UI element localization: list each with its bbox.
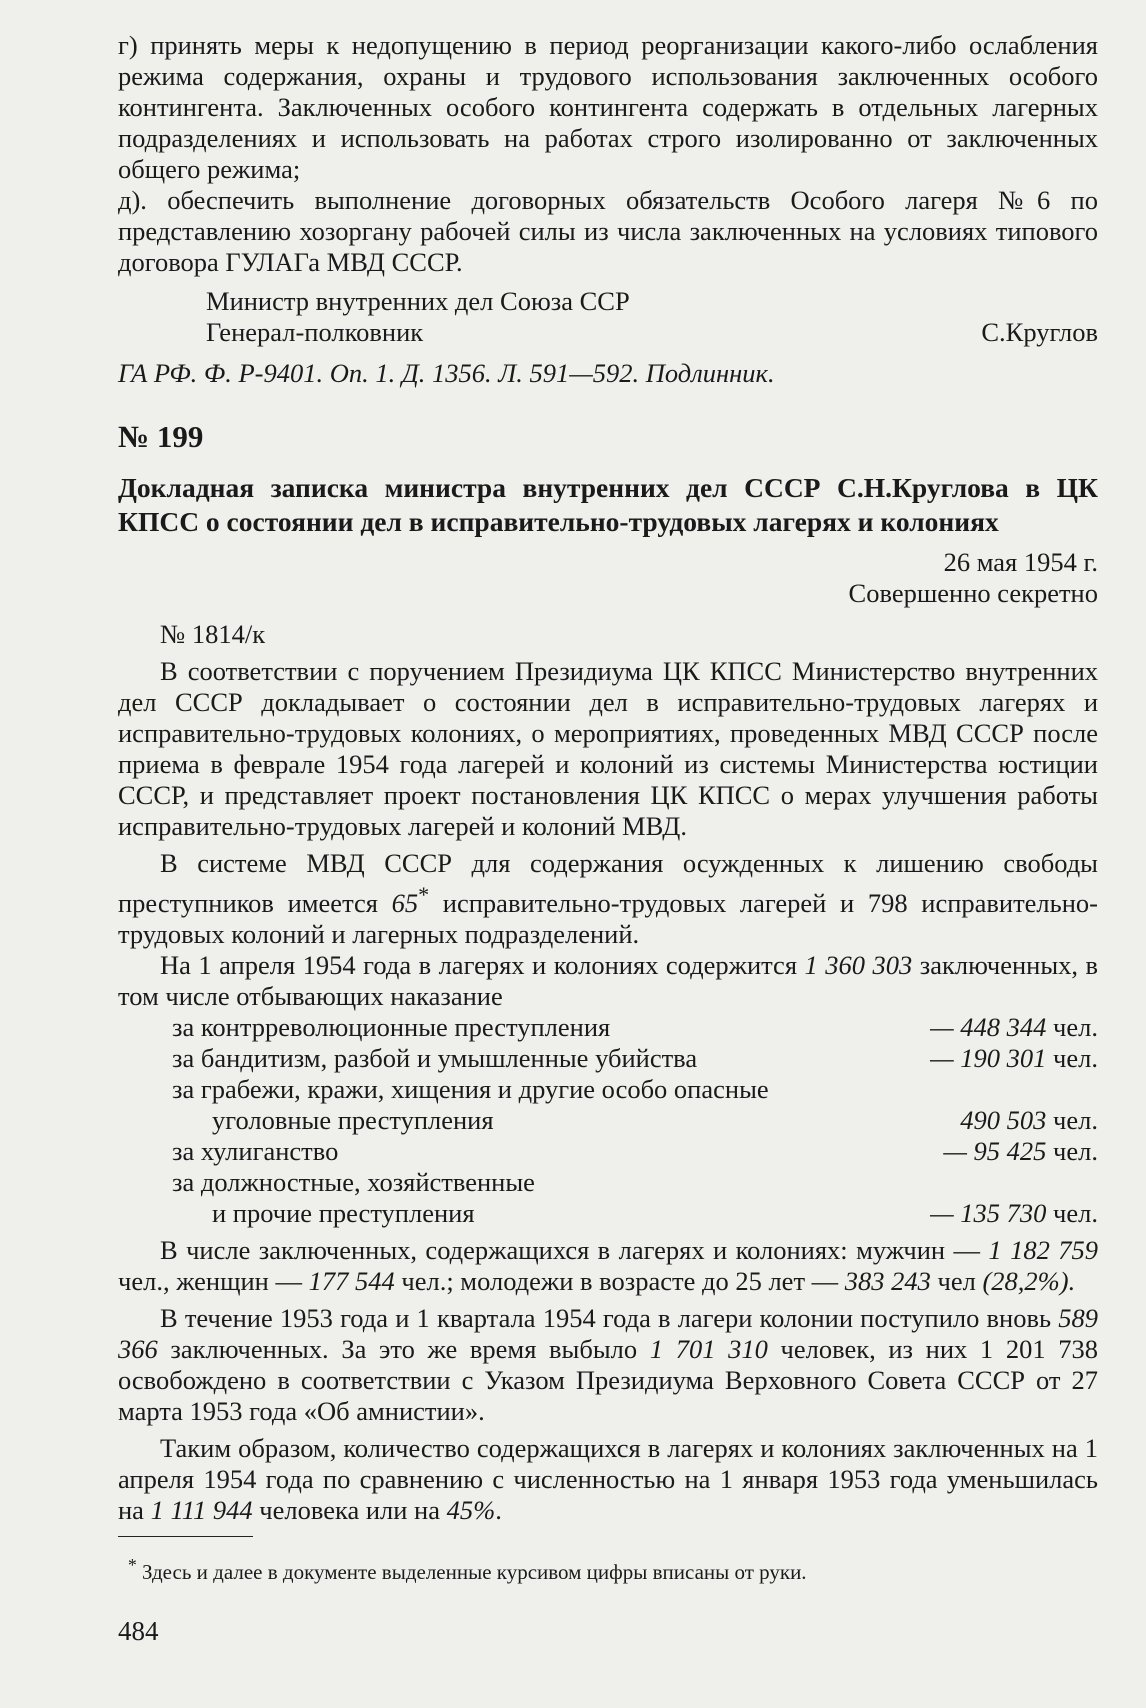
men-count: 1 182 759 [988, 1234, 1098, 1265]
crime-value: 490 503 [960, 1104, 1047, 1135]
footnote-mark: * [128, 1554, 137, 1575]
signature-block [118, 286, 1098, 348]
list-item [172, 1167, 1098, 1229]
document-date: 26 мая 1954 г. [943, 547, 1098, 577]
list-item [172, 1012, 1098, 1043]
p6-text-b: человека или на [252, 1494, 447, 1525]
crime-value: — 190 301 [930, 1042, 1047, 1073]
signature-title: Министр внутренних дел Союза ССР [206, 286, 630, 316]
p4-text-c: чел.; молодежи в возрасте до 25 лет — [394, 1265, 845, 1296]
youth-percent: (28,2%). [982, 1265, 1076, 1296]
page-number: 484 [118, 1615, 159, 1646]
crime-value: — 95 425 [943, 1135, 1047, 1166]
signature-rank: Генерал-полковник [206, 317, 424, 347]
crime-label-cont: и прочие преступления [212, 1197, 475, 1228]
p3-text-b: заключенных, в том числе отбывающих наказание [118, 949, 1099, 1011]
crime-count [930, 1043, 1098, 1074]
women-count: 177 544 [308, 1265, 395, 1296]
p6-text-a: Таким образом, количество содержащихся в лагерях и колониях заключенных на 1 апреля 1954 года по сравнению с численностью на 1 января 1953 года уменьшилась на [118, 1432, 1098, 1525]
footnote-text: Здесь и далее в документе выделенные курсивом цифры вписаны от руки. [142, 1559, 807, 1584]
crimes-list [118, 1012, 1098, 1229]
crime-sub-row [172, 1105, 1098, 1136]
p2-text-b: исправительно-трудовых лагерей и 798 исправительно-трудовых колоний и лагерных подразделений. [118, 887, 1099, 949]
crime-count [943, 1136, 1098, 1167]
arrived-count: 589 366 [118, 1302, 1098, 1364]
p5-text-c: человек, из них 1 201 738 освобождено в соответствии с Указом Президиума Верховного Совета СССР от 27 марта 1953 года «Об амнистии». [118, 1333, 1098, 1426]
paragraph-3 [118, 950, 1098, 1012]
crime-unit: чел. [1053, 1197, 1098, 1228]
paragraph-g: г) принять меры к недопущению в период реорганизации какого-либо ослабления режима содержания, охраны и трудового использования заключенных особого контингента. Заключенных особого контингента содержать в отдельных лагерных подразделениях и использовать на работах строго изолированно от заключенных общего режима; [118, 30, 1098, 184]
footnote-divider [118, 1536, 253, 1537]
crime-label: за грабежи, кражи, хищения и другие особо опасные [172, 1073, 769, 1104]
footnote [118, 1551, 1098, 1586]
departed-count: 1 701 310 [649, 1333, 768, 1364]
crime-label: за хулиганство [172, 1135, 339, 1166]
list-item [172, 1074, 1098, 1136]
crime-unit: чел. [1053, 1104, 1098, 1135]
archive-source: ГА РФ. Ф. Р-9401. Оп. 1. Д. 1356. Л. 591—592. Подлинник. [118, 358, 775, 388]
document-number: № 199 [118, 419, 204, 454]
crime-unit: чел. [1053, 1135, 1098, 1166]
paragraph-6 [118, 1433, 1098, 1526]
crime-label: за бандитизм, разбой и умышленные убийства [172, 1042, 698, 1073]
crime-count [930, 1198, 1098, 1229]
p5-text-b: заключенных. За это же время выбыло [157, 1333, 650, 1364]
p3-text-a: На 1 апреля 1954 года в лагерях и колониях содержится [160, 949, 805, 980]
camps-count: 65 [391, 887, 419, 918]
signature-row [206, 317, 1098, 348]
paragraph-d: д). обеспечить выполнение договорных обязательств Особого лагеря №6 по представлению хозоргану рабочей силы из числа заключенных на условиях типового договора ГУЛАГа МВД СССР. [118, 185, 1098, 277]
p4-text-b: чел., женщин — [118, 1265, 309, 1296]
crime-count [960, 1105, 1098, 1136]
signature-name: С.Круглов [981, 317, 1098, 347]
crime-label-cont: уголовные преступления [212, 1104, 494, 1135]
paragraph-4 [118, 1235, 1098, 1297]
p4-text-a: В числе заключенных, содержащихся в лагерях и колониях: мужчин — [160, 1234, 989, 1265]
crime-label: за должностные, хозяйственные [172, 1166, 535, 1197]
p4-text-d: чел [930, 1265, 983, 1296]
list-item [172, 1136, 1098, 1167]
registration-number: № 1814/к [160, 619, 266, 649]
p6-text-c: . [495, 1494, 502, 1525]
list-item [172, 1043, 1098, 1074]
crime-count [930, 1012, 1098, 1043]
paragraph-1: В соответствии с поручением Президиума ЦК КПСС Министерство внутренних дел СССР докладывает о состоянии дел в исправительно-трудовых лагерях и исправительно-трудовых колониях, о мероприятиях, проведенных МВД СССР после приема в феврале 1954 года лагерей и колоний из системы Министерства юстиции СССР, и представляет проект постановления ЦК КПСС о мерах улучшения работы исправительно-трудовых лагерей и колоний МВД. [118, 656, 1098, 841]
youth-count: 383 243 [844, 1265, 931, 1296]
total-prisoners: 1 360 303 [804, 949, 913, 980]
crime-sub-row [172, 1198, 1098, 1229]
footnote-marker: * [418, 882, 430, 907]
paragraph-5 [118, 1303, 1098, 1427]
crime-unit: чел. [1053, 1042, 1098, 1073]
classification-stamp: Совершенно секретно [848, 578, 1098, 608]
crime-value: — 448 344 [930, 1011, 1047, 1042]
crime-label: за контрреволюционные преступления [172, 1011, 611, 1042]
paragraph-2 [118, 848, 1098, 950]
document-title: Докладная записка министра внутренних дел СССР С.Н.Круглова в ЦК КПСС о состоянии дел в исправительно-трудовых лагерях и колониях [118, 472, 1098, 537]
crime-unit: чел. [1053, 1011, 1098, 1042]
decrease-percent: 45% [446, 1494, 496, 1525]
crime-value: — 135 730 [930, 1197, 1047, 1228]
p2-text-a: В системе МВД СССР для содержания осужденных к лишению свободы преступников имеется [118, 848, 1098, 918]
p5-text-a: В течение 1953 года и 1 квартала 1954 года в лагери колонии поступило вновь [160, 1302, 1059, 1333]
decrease-count: 1 111 944 [150, 1494, 253, 1525]
